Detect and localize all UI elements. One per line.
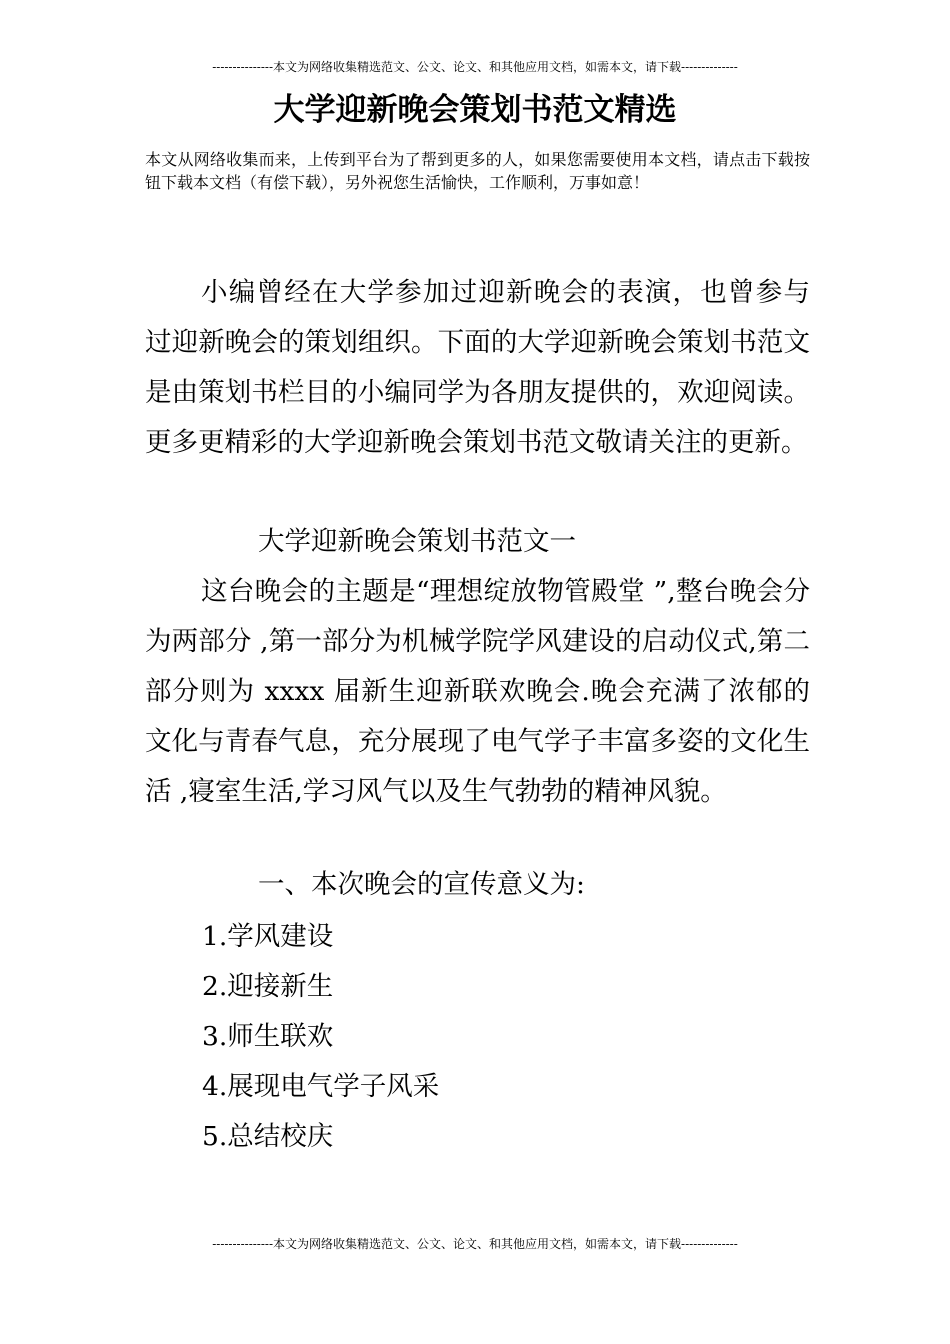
article-heading: 大学迎新晚会策划书范文一 — [258, 526, 576, 557]
list-item: 5.总结校庆 — [202, 1121, 334, 1152]
list-item: 3.师生联欢 — [202, 1021, 334, 1052]
header-note: ---------------本文为网络收集精选范文、公文、论文、和其他应用文档，如需本文，请下载-------------- — [212, 60, 738, 74]
document-title: 大学迎新晚会策划书范文精选 — [273, 92, 677, 128]
footer-note: ---------------本文为网络收集精选范文、公文、论文、和其他应用文档，如需本文，请下载-------------- — [212, 1237, 738, 1251]
paragraph-theme: 这台晚会的主题是“理想绽放物管殿堂 ”,整台晚会分为两部分 ,第一部分为机械学院学风建设的启动仪式,第二部分则为 xxxx 届新生迎新联欢晚会.晚会充满了浓郁的文化与青春气息，充分展现了电气学子丰富多姿的文化生活 ,寝室生活,学习风气以及生气勃勃的精神风貌。 — [145, 576, 810, 807]
paragraph-intro: 小编曾经在大学参加过迎新晚会的表演，也曾参与过迎新晚会的策划组织。下面的大学迎新晚会策划书范文是由策划书栏目的小编同学为各朋友提供的，欢迎阅读。更多更精彩的大学迎新晚会策划书范文敬请关注的更新。 — [145, 277, 810, 458]
section-heading: 一、本次晚会的宣传意义为: — [258, 869, 585, 900]
intro-note: 本文从网络收集而来，上传到平台为了帮到更多的人，如果您需要使用本文档，请点击下载按钮下载本文档（有偿下载），另外祝您生活愉快，工作顺利，万事如意！ — [145, 150, 810, 192]
list-item: 2.迎接新生 — [202, 971, 334, 1002]
list-item: 1.学风建设 — [202, 921, 334, 952]
list-item: 4.展现电气学子风采 — [202, 1071, 440, 1102]
